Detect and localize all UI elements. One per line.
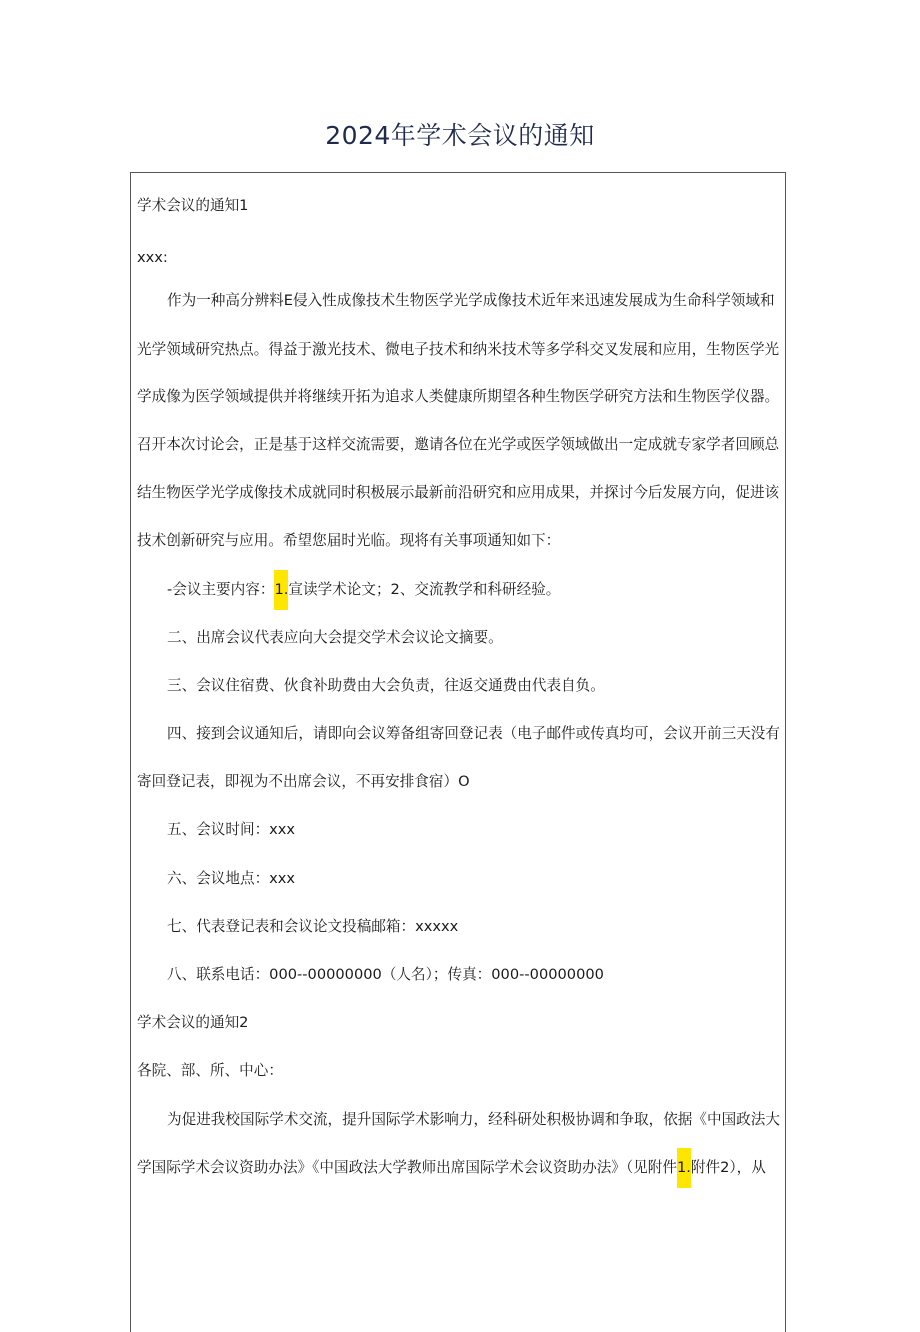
highlight-mark: 1. [677, 1148, 691, 1188]
intro-line-2: 光学领域研究热点。得益于激光技术、微电子技术和纳米技术等多学科交叉发展和应用，生物医学光 [137, 341, 780, 358]
notice2-line-1: 为促进我校国际学术交流，提升国际学术影响力，经科研处积极协调和争取，依据《中国政法大 [167, 1111, 780, 1128]
highlight-mark: 1. [274, 570, 288, 610]
intro-line-1: 作为一种高分辨料E侵入性成像技术生物医学光学成像技术近年来迅速发展成为生命科学领域和 [167, 292, 775, 309]
intro-line-5: 结生物医学光学成像技术成就同时积极展示最新前沿研究和应用成果，并探讨今后发展方向，促进该 [137, 484, 780, 501]
item-4-line-1: 四、接到会议通知后，请即向会议筹备组寄回登记表（电子邮件或传真均可，会议开前三天没有 [167, 725, 780, 742]
item-8: 八、联系电话：000--00000000（人名）；传真：000--00000000 [167, 966, 604, 983]
item1-prefix: -会议主要内容： [167, 581, 275, 598]
item-6: 六、会议地点：xxx [167, 870, 296, 887]
intro-line-4: 召开本次讨论会，正是基于这样交流需要，邀请各位在光学或医学领域做出一定成就专家学者回顾总 [137, 436, 780, 453]
item1-rest: 宣读学术论文；2、交流教学和科研经验。 [288, 581, 561, 598]
item-2: 二、出席会议代表应向大会提交学术会议论文摘要。 [167, 629, 503, 646]
intro-line-3: 学成像为医学领域提供并将继续开拓为追求人类健康所期望各种生物医学研究方法和生物医学仪器。 [137, 388, 780, 405]
item-1 [167, 580, 817, 600]
intro-line-6: 技术创新研究与应用。希望您届时光临。现将有关事项通知如下： [137, 532, 561, 549]
notice1-addressee: xxx: [137, 249, 168, 266]
document-title: 2024年学术会议的通知 [325, 121, 595, 150]
notice2-line2-after: 附件2），从 [690, 1159, 766, 1176]
notice2-line-2 [137, 1158, 787, 1178]
item-5: 五、会议时间：xxx [167, 821, 296, 838]
item-4-line-2: 寄回登记表，即视为不出席会议，不再安排食宿）O [137, 773, 470, 790]
item-7: 七、代表登记表和会议论文投稿邮箱：xxxxx [167, 918, 459, 935]
notice2-line2-before: 学国际学术会议资助办法》《中国政法大学教师出席国际学术会议资助办法》（见附件 [137, 1159, 677, 1176]
notice2-heading: 学术会议的通知2 [137, 1014, 249, 1031]
item-3: 三、会议住宿费、伙食补助费由大会负责，往返交通费由代表自负。 [167, 677, 605, 694]
notice2-addressee: 各院、部、所、中心： [137, 1062, 283, 1079]
notice1-heading: 学术会议的通知1 [137, 197, 249, 214]
